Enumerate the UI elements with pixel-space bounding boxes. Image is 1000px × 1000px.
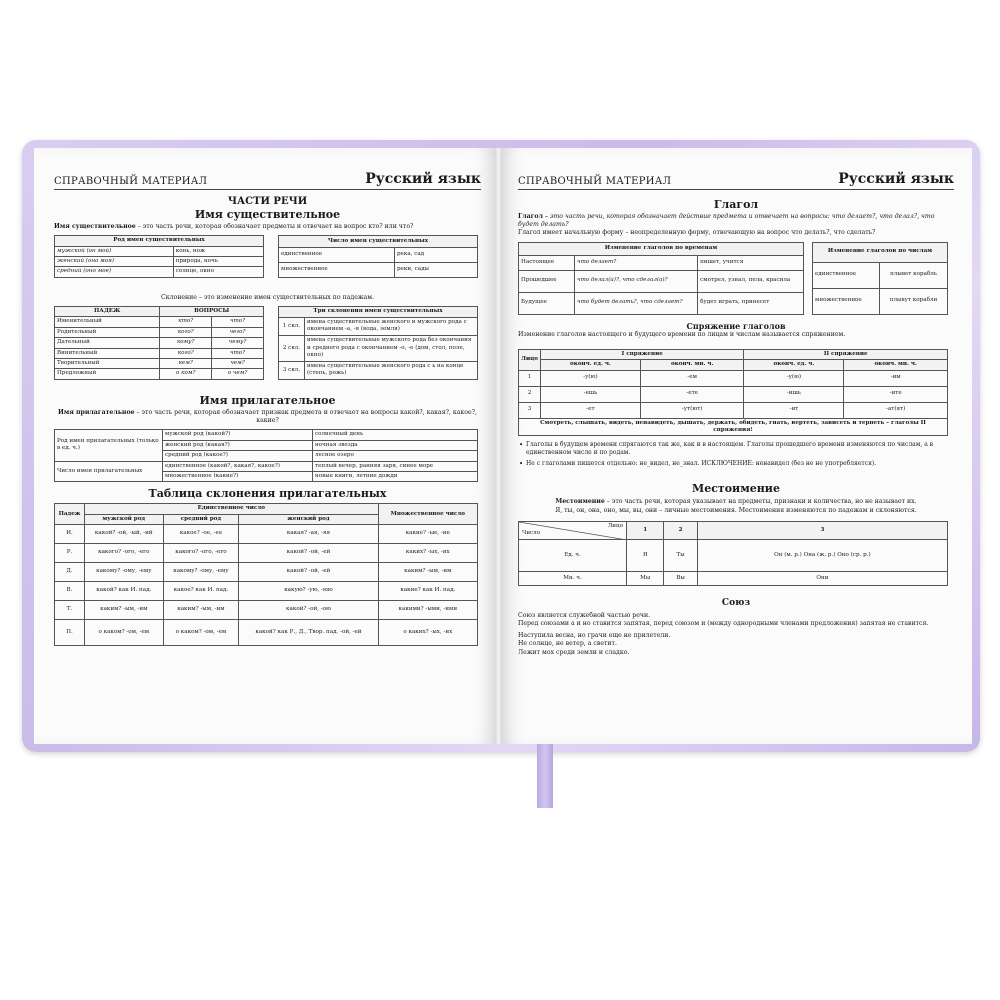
noun-gender-table: Род имен существительных мужской (он мой) конь, нож женский (она моя) природа, ночь средний (оно мое) солнце, окно: [54, 235, 264, 278]
reference-label: СПРАВОЧНЫЙ МАТЕРИАЛ: [54, 176, 208, 187]
conjugation-table: Лицо I спряжение II спряжение оконч. ед. ч. оконч. мн. ч. оконч. ед. ч. оконч. мн. ч. 1 -у(ю) -ем -у(ю) -им 2 -ешь -ете -ишь -ите 3 -ет -ут(ют) -ит -ат(ят) Смотреть, слышать, видеть, ненавидеть, дышать, держать, обидеть, гнать, вертеть, зависеть и терпеть – глаголы II спряжения!: [518, 349, 948, 437]
pronoun-definition: Местоимение – это часть речи, которая указывает на предметы, признаки и количества, но не называет их.: [555, 498, 917, 506]
subject-title: Русский язык: [365, 171, 481, 187]
conjunction-line: Союз является служебной частью речи.: [518, 611, 651, 619]
verb-definition: Глагол – это часть речи, которая обозначает действие предмета и отвечает на вопросы: что делает?, что делал?, что будет делать?: [518, 213, 935, 229]
adjective-gender-number-table: Род имен прилагательных (только в ед. ч.) мужской род (какой?) солнечный день женский род (какая?) ночная звезда средний род (какое?) лесное озеро Число имен прилагательных единственное (какой?, какая?, какое?) теплый вечер, ранняя заря, синее море множественное (какие?) новые книги, летние дожди: [54, 429, 478, 482]
noun-title: Имя существительное: [194, 208, 341, 221]
conjunction-example: Не солнце, не ветер, а светит.: [518, 640, 617, 648]
adjective-declension-table: Падеж Единственное число Множественное число мужской род средний род женский род И. какой? -ой, -ый, -ий какое? -ое, -ее какая? -ая, -яя какие? -ые, -ие Р. какого? -ого, -его какого? -ого, -его какой? -ой, -ей каких? -ых, -их Д. какому? -ому, -ему какому? -ому, -ему какой? -ой, -ей каким? -ым, -им В. какой? как И. пад. какое? как И. пад. какую? -ую, -юю какие? как И. пад. Т. каким? -ым, -им каким? -ым, -им какой? -ой, -ою какими? -ыми, -ими П. о каком? -ом, -ем о каком? -ом, -ем какой? как Р., Д., Твор. пад. -ой, -ей о каких? -ых, -их: [54, 503, 478, 646]
notebook-spine: [495, 148, 502, 744]
conjugation-definition: Изменение глаголов настоящего и будущего времени по лицам и числам называется спряжением.: [518, 330, 846, 338]
conjugation-title: Спряжение глаголов: [686, 320, 786, 331]
declension-definition: Склонение – это изменение имен существительных по падежам.: [160, 293, 375, 301]
pronoun-title: Местоимение: [692, 482, 780, 496]
adjective-title: Имя прилагательное: [199, 393, 336, 407]
adjective-definition: Имя прилагательное – это часть речи, которая обозначает признак предмета и отвечает на вопросы какой?, какая?, какое?, какие?: [58, 408, 477, 425]
noun-number-table: Число имен существительных единственное река, сад множественное реки, сады: [278, 235, 478, 278]
subject-title: Русский язык: [838, 171, 954, 187]
bookmark-ribbon[interactable]: [537, 744, 553, 808]
reference-label: СПРАВОЧНЫЙ МАТЕРИАЛ: [518, 176, 672, 187]
left-page: [34, 148, 495, 744]
page-header: [54, 166, 481, 190]
noun-definition: Имя существительное – это часть речи, которая обозначает предметы и отвечает на вопрос кто? или что?: [54, 223, 414, 230]
verb-note-1: • Глаголы в будущем времени спрягаются так же, как и в настоящем. Глаголы прошедшего времени изменяются по числам, а в единственном числе и по родам.: [518, 441, 954, 457]
conjunction-example: Наступила весна, но грачи еще не прилетели.: [518, 632, 671, 640]
pronoun-definition-2: Я, ты, он, она, оно, мы, вы, они – личные местоимения. Местоимения изменяются по падежам и склоняются.: [555, 506, 917, 514]
verb-note-2: • Не с глаголами пишется отдельно: не_видел, не_знал. ИСКЛЮЧЕНИЕ: ненавидел (без не не употребляется).: [518, 460, 954, 468]
cases-table: ПАДЕЖ ВОПРОСЫ Именительный кто? что? Родительный кого? чего? Дательный кому? чему? Винительный кого? что? Творительный кем? чем? Предложный о ком? о чем?: [54, 306, 264, 380]
pronoun-corner-cell: Число Лицо: [519, 521, 627, 539]
three-declensions-table: Три склонения имен существительных 1 скл. имена существительные женского и мужского рода с окончанием -а, -я (вода, земля) 2 скл. имена существительные мужского рода без окончания и среднего рода с окончанием -о, -е (дом, стол, поле, окно) 3 скл. имена существительные женского рода с ь на конце (степь, рожь): [278, 306, 478, 380]
verb-definition-2: Глагол имеет начальную форму – неопределенную форму, отвечающую на вопрос что делать?, что сделать?: [518, 229, 876, 237]
verb-tense-table: Изменение глаголов по временам Настоящее что делает? пишет, учится Прошедшее что делал(а)?, что сделал(а)? смотрел, узнал, пела, красила Будущее что будет делать?, что сделает? будет играть, принесет: [518, 242, 804, 315]
page-header: [518, 166, 954, 190]
conjunction-example: Лежит мох среди земли и сладко.: [518, 648, 630, 656]
pronoun-table: Число Лицо 1 2 3 Ед. ч. Я Ты Он (м. р.) Она (ж. р.) Оно (ср. р.) Мн. ч. Мы Вы Они: [518, 521, 948, 586]
verb-title: Глагол: [713, 198, 759, 211]
verb-number-table: Изменение глаголов по числам единственное плывет корабль множественное плывут корабли: [812, 242, 948, 315]
conjunction-line: Перед союзами а и но ставится запятая, перед союзом и (между однородными членами предложения) запятая не ставится.: [518, 620, 929, 628]
parts-of-speech-title: ЧАСТИ РЕЧИ: [227, 196, 308, 207]
right-page: [502, 148, 972, 744]
conjunction-title: Союз: [721, 597, 751, 608]
adjective-declension-title: Таблица склонения прилагательных: [148, 487, 387, 501]
